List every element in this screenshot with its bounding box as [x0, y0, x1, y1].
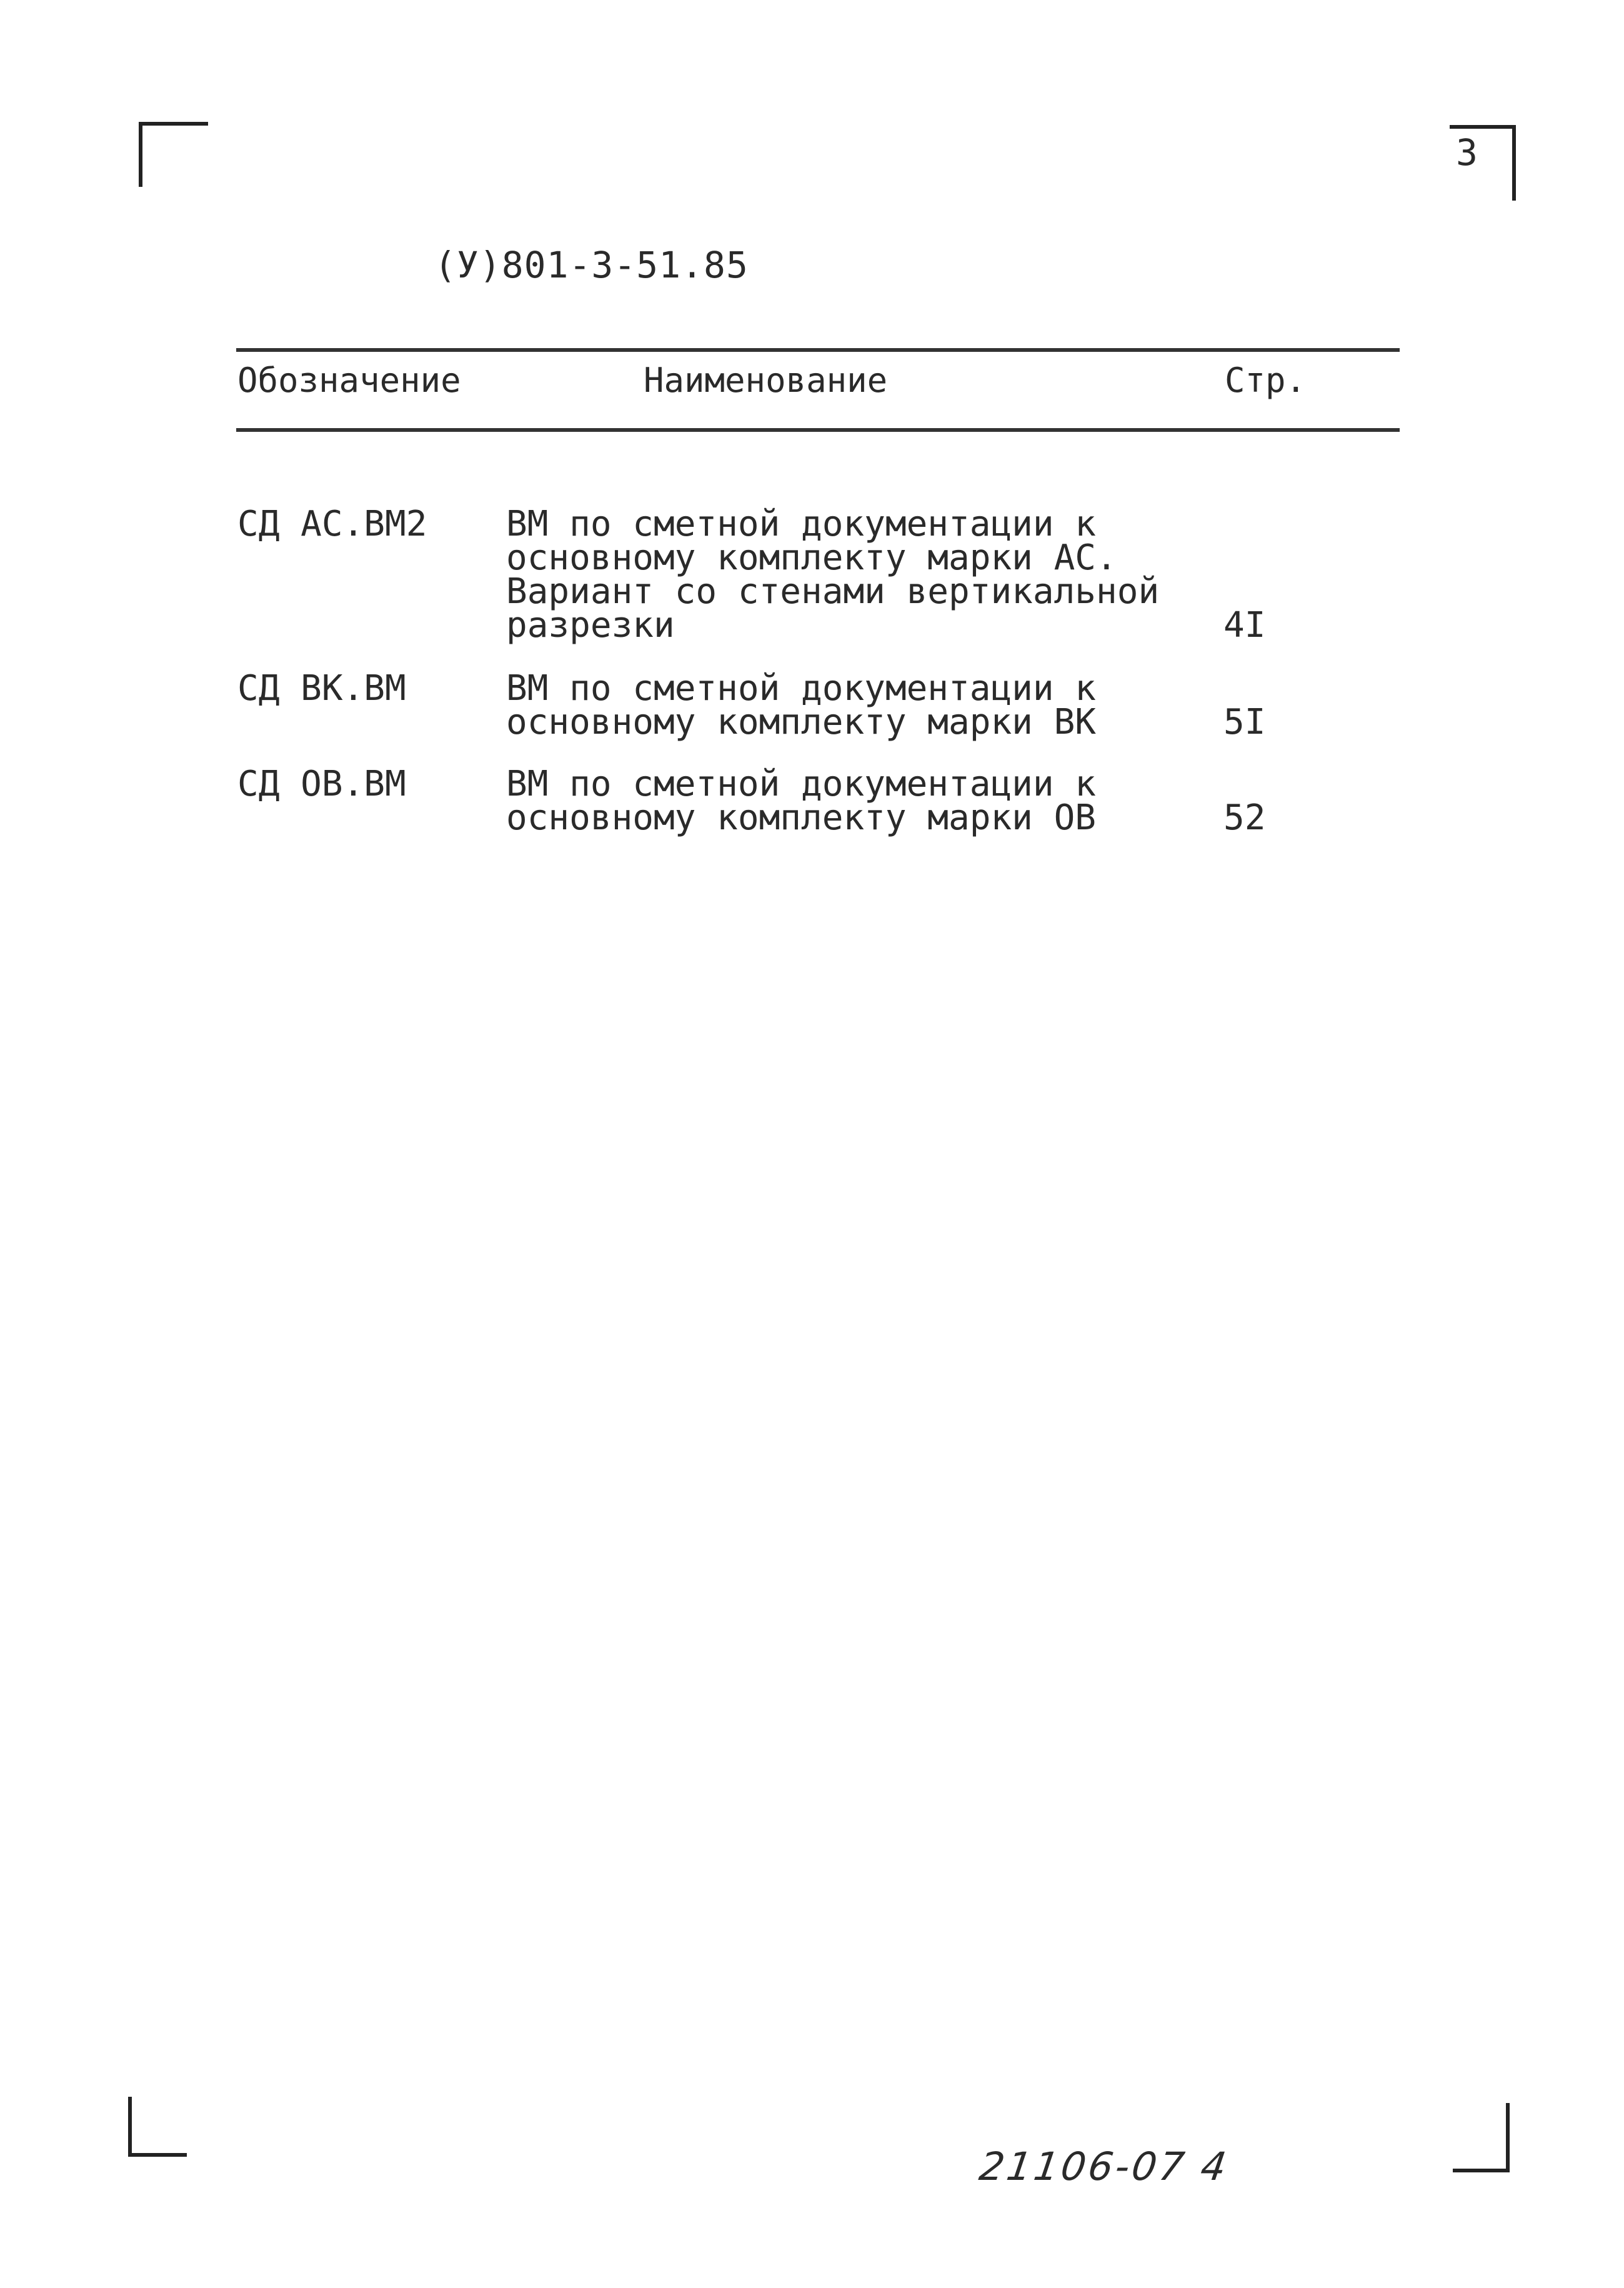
table-row — [0, 764, 1624, 838]
row-name-line: ВМ по сметной документации к — [506, 764, 1097, 804]
row-name-line: основному комплекту марки ОВ — [506, 797, 1097, 838]
row-code: СД АС.ВМ2 — [237, 504, 427, 544]
row-page: 4I — [1223, 605, 1266, 646]
corner-mark-bottom-right — [1453, 2103, 1510, 2172]
header-name: Наименование — [644, 361, 888, 400]
footer-archive-number: 21106-07 4 — [976, 2144, 1232, 2189]
table-row — [0, 668, 1624, 742]
table-row — [0, 504, 1624, 646]
row-name — [506, 764, 1256, 838]
row-name — [506, 504, 1256, 646]
row-name-line: ВМ по сметной документации к — [506, 504, 1097, 544]
page-number: 3 — [1456, 131, 1478, 174]
corner-mark-bottom-left — [128, 2097, 187, 2157]
row-name — [506, 668, 1256, 742]
row-name-line: Вариант со стенами вертикальной — [506, 571, 1160, 612]
table-top-rule — [236, 348, 1400, 352]
row-code: СД ВК.ВМ — [237, 668, 406, 709]
header-page: Стр. — [1225, 361, 1307, 400]
row-name-line: разрезки — [506, 605, 675, 646]
row-page: 5I — [1223, 702, 1266, 742]
document-code: (У)801-3-51.85 — [434, 244, 749, 286]
row-name-line: основному комплекту марки ВК — [506, 702, 1097, 742]
header-code: Обозначение — [237, 361, 461, 400]
row-code: СД ОВ.ВМ — [237, 764, 406, 804]
row-name-line: ВМ по сметной документации к — [506, 668, 1097, 709]
row-name-line: основному комплекту марки АС. — [506, 537, 1117, 578]
corner-mark-top-left — [139, 122, 208, 187]
row-page: 52 — [1223, 797, 1266, 838]
table-header-rule — [236, 428, 1400, 432]
